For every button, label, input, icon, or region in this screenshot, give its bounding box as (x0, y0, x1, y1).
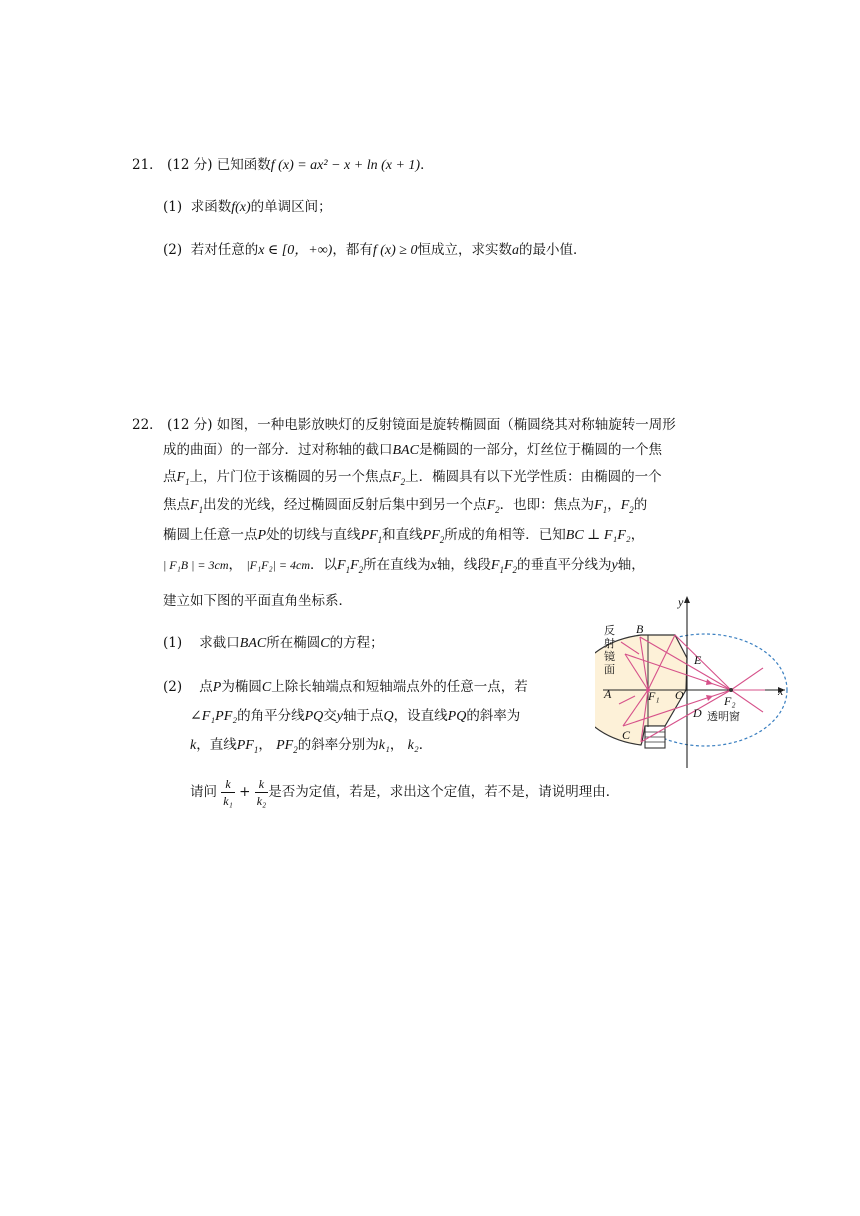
label-mirror-2: 射 (604, 638, 615, 650)
q21-part2-text-d: 的最小值． (518, 242, 587, 258)
q22-part1-c-var: C (320, 636, 330, 651)
q21-stem (132, 155, 434, 176)
q22-line5-a: 椭圆上任意一点 (163, 527, 258, 543)
q22-line4-a: 焦点 (163, 497, 190, 513)
q22-line1 (132, 415, 676, 435)
q22-line5-d: 所成的角相等．已知 (444, 527, 566, 543)
fraction-k-k2-den: k₂ (256, 794, 267, 808)
fraction-k-k1-den: k₁ (223, 794, 233, 808)
q22-angle: ∠F₁PF₂ (190, 709, 238, 724)
q22-line4-c: ．也即：焦点为 (499, 497, 595, 513)
label-d: D (693, 706, 702, 720)
q22-line3-b: 上，片门位于该椭圆的另一个焦点 (189, 469, 393, 485)
q22-part2-y: y (336, 709, 344, 724)
q22-part2-line2 (190, 706, 520, 727)
q22-part2-e: 交 (323, 708, 337, 724)
q22-part1-a: 求截口 (199, 635, 240, 651)
q22-part2-b: 为椭圆 (221, 679, 262, 695)
label-window: 透明窗 (707, 711, 740, 723)
q22-y: y (611, 558, 618, 573)
lamp-ellipse-figure (595, 592, 795, 774)
q22-part2-j: ， (258, 737, 272, 753)
q22-part2-m: ， (389, 737, 404, 753)
q22-part2-l: 的斜率分别为 (297, 737, 379, 753)
q22-f2-a: $F_2$ (392, 470, 406, 487)
q22-bac: BAC (392, 443, 419, 458)
q22-pq-a: PQ (304, 709, 324, 724)
q22-line6-a: ， (228, 557, 243, 573)
q22-part1-bac: BAC (239, 636, 267, 651)
q21-function: f (x) = ax² − x + ln (x + 1) (270, 158, 421, 173)
q22-abs1: | F₁B | = 3cm (163, 558, 229, 572)
q22-part2-label: (2) (163, 679, 183, 695)
label-o: O (675, 688, 684, 702)
q21-intro: 已知函数 (216, 157, 271, 173)
q22-line5-e: ， (630, 527, 645, 543)
q22-part2-d: 的角平分线 (237, 708, 305, 724)
q22-f1-a: $F_1$ (176, 470, 190, 487)
q22-number: 22． (132, 417, 163, 433)
q22-line2-a: 成的曲面）的一部分．过对称轴的截口 (163, 442, 393, 458)
q22-line6-f: 轴， (617, 557, 645, 573)
q22-line3-c: 上．椭圆具有以下光学性质：由椭圆的一个 (405, 469, 662, 485)
q22-line3-a: 点 (163, 469, 177, 485)
label-a: A (604, 687, 612, 701)
q22-line6-c: 所在直线为 (363, 557, 431, 573)
q21-part2-var-a: a (511, 243, 519, 258)
q22-f2-c: $F_2$ (620, 498, 634, 515)
q22-f1-c: $F_1$ (594, 498, 608, 515)
q21-part1-fx: f(x) (231, 200, 251, 215)
fraction-k-k2-num: k (255, 776, 269, 793)
q22-f1f2-a: $F_1F_2$ (337, 558, 364, 575)
q22-part2-i: ，直线 (196, 737, 237, 753)
q22-k: k (190, 738, 197, 753)
q22-pf2: $PF_2$ (422, 528, 445, 545)
label-e: E (694, 653, 702, 667)
q22-part1-label: (1) (163, 635, 183, 651)
q22-abs2: |F₁F₂| = 4cm (246, 558, 311, 572)
label-mirror-3: 镜 (604, 651, 615, 663)
label-f1: F₁ (648, 689, 660, 703)
q22-q: Q (383, 709, 394, 724)
q22-pf1: $PF_1$ (360, 528, 383, 545)
q22-part2-n: ． (418, 737, 433, 753)
label-y: y (678, 595, 684, 609)
q22-x: x (430, 558, 437, 573)
ray-arrow-1 (706, 679, 713, 685)
q22-part2-line3 (190, 735, 432, 760)
q22-line3 (163, 467, 662, 492)
q22-part1-b: 所在椭圆 (266, 635, 321, 651)
q22-line4 (163, 495, 647, 520)
q22-line6 (163, 555, 645, 580)
q22-part2-line1 (163, 677, 528, 698)
q22-part1-c: 的方程； (329, 635, 384, 651)
ray-arrow-2 (706, 695, 713, 701)
q22-line4-b: 出发的光线，经过椭圆面反射后集中到另一个点 (203, 497, 487, 513)
q21-part2-text-a: 若对任意的 (190, 242, 259, 258)
fraction-k-k2 (255, 776, 269, 809)
q22-f2-b: $F_2$ (486, 498, 500, 515)
q22-part2-h: 的斜率为 (466, 708, 521, 724)
q22-part2-g: ，设直线 (393, 708, 448, 724)
q22-line4-e: 的 (633, 497, 648, 513)
q22-line5-b: 处的切线与直线 (266, 527, 361, 543)
q21-part1-label: (1) (163, 199, 183, 215)
q22-part2-c: 上除长轴端点和短轴端点外的任意一点，若 (271, 679, 528, 695)
q21-part2-text-c: 恒成立，求实数 (417, 242, 512, 258)
label-x: x (778, 684, 784, 698)
q22-ask-b: 是否为定值，若是，求出这个定值，若不是，请说明理由． (268, 784, 620, 800)
label-f2: F₂ (724, 694, 736, 708)
q22-k2: k₂ (407, 738, 419, 753)
q22-line4-d: ， (607, 497, 621, 513)
q21-part2-ineq: f (x) ≥ 0 (372, 243, 418, 258)
plus-sign: + (239, 784, 251, 800)
q22-line6-e: 的垂直平分线为 (517, 557, 612, 573)
q22-line6-b: ．以 (310, 557, 338, 573)
q22-part2-a: 点 (199, 679, 213, 695)
y-axis-arrow (684, 596, 690, 603)
q21-part2-text-b: ，都有 (332, 242, 373, 258)
q22-perp: BC ⊥ F₁F₂ (565, 528, 631, 543)
q22-points: (12 分) (166, 417, 213, 433)
fraction-k-k1 (221, 776, 235, 809)
q22-part2-p: P (212, 680, 222, 695)
label-mirror-1: 反 (604, 625, 615, 637)
fraction-k-k1-num: k (221, 776, 235, 793)
q22-pf1-b: $PF_1$ (236, 738, 259, 755)
q22-f1-b: $F_1$ (190, 498, 204, 515)
q22-line5-c: 和直线 (382, 527, 423, 543)
label-mirror-4: 面 (604, 664, 615, 676)
q22-line7: 建立如下图的平面直角坐标系． (163, 593, 352, 609)
q22-line5 (163, 525, 644, 550)
q21-part1-text-a: 求函数 (190, 199, 232, 215)
q22-pq-b: PQ (447, 709, 467, 724)
q21-part1 (163, 197, 332, 218)
q22-text-line1: 如图，一种电影放映灯的反射镜面是旋转椭圆面（椭圆绕其对称轴旋转一周形 (216, 417, 676, 433)
q22-question (190, 772, 619, 812)
focus-f2-dot (729, 688, 733, 692)
q22-ask-a: 请问 (190, 784, 217, 800)
q21-part2-label: (2) (163, 242, 183, 258)
q22-line2-b: 是椭圆的一部分，灯丝位于椭圆的一个焦 (418, 442, 662, 458)
q22-pf2-b: $PF_2$ (276, 738, 298, 755)
q21-number: 21． (132, 157, 163, 173)
q22-line6-d: 轴，线段 (436, 557, 491, 573)
q22-part2-f: 轴于点 (343, 708, 384, 724)
q22-line2 (163, 440, 662, 461)
q21-points: (12 分) (166, 157, 213, 173)
q21-part1-text-b: 的单调区间； (250, 199, 332, 215)
q22-part2-c-var: C (261, 680, 272, 695)
q22-point-p: P (257, 528, 267, 543)
q22-k1: k₁ (378, 738, 390, 753)
label-c: C (622, 728, 631, 742)
q22-f1f2-b: $F_1F_2$ (490, 558, 517, 575)
q21-end: ． (420, 157, 434, 173)
q22-part1 (163, 633, 384, 654)
q21-part2 (163, 240, 586, 261)
label-b: B (636, 622, 644, 636)
q21-part2-set: x ∈ [0，+∞) (258, 243, 333, 258)
